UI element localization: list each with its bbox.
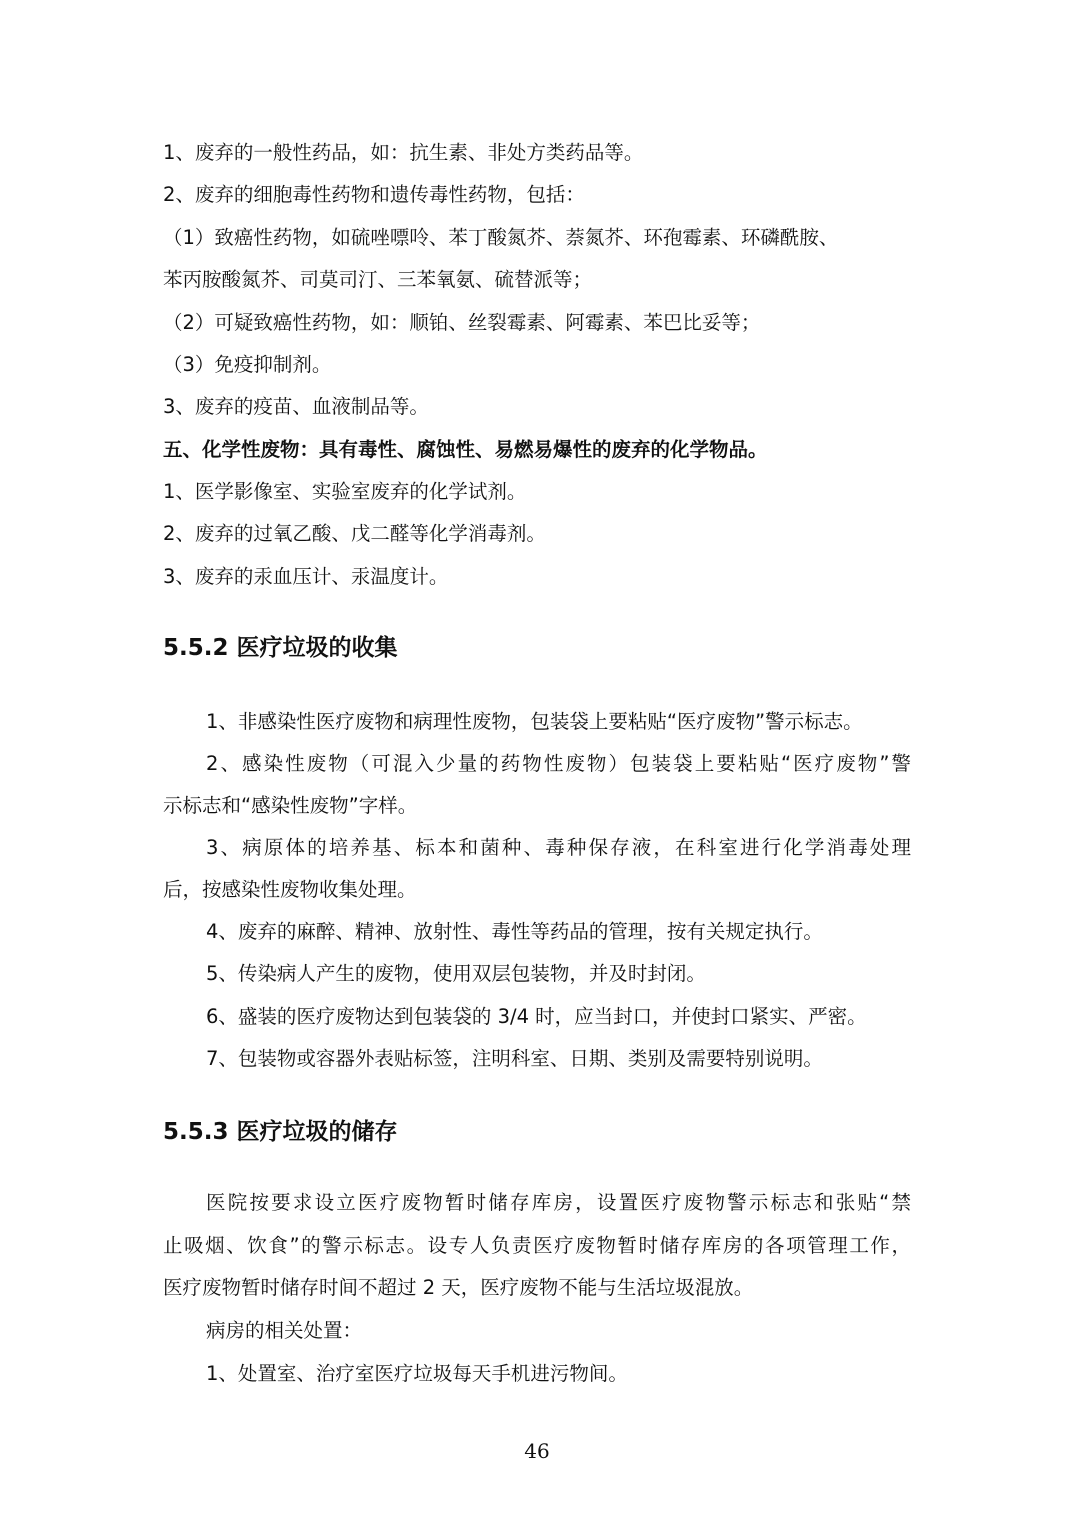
list-item: 1、医学影像室、实验室废弃的化学试剂。 (163, 480, 527, 503)
paragraph-line: 5、传染病人产生的废物，使用双层包装物，并及时封闭。 (206, 962, 706, 985)
list-item: 1、废弃的一般性药品，如：抗生素、非处方类药品等。 (163, 141, 644, 164)
list-item: 3、废弃的汞血压计、汞温度计。 (163, 565, 449, 588)
list-item: （1）致癌性药物，如硫唑嘌呤、苯丁酸氮芥、萘氮芥、环孢霉素、环磷酰胺、 (163, 226, 839, 249)
list-item: 3、废弃的疫苗、血液制品等。 (163, 395, 429, 418)
list-item: 苯丙胺酸氮芥、司莫司汀、三苯氧氨、硫替派等； (163, 268, 593, 291)
list-item: （2）可疑致癌性药物，如：顺铂、丝裂霉素、阿霉素、苯巴比妥等； (163, 311, 761, 334)
paragraph-line: 后，按感染性废物收集处理。 (163, 878, 417, 901)
paragraph-line: 4、废弃的麻醉、精神、放射性、毒性等药品的管理，按有关规定执行。 (206, 920, 823, 943)
paragraph-line: 医院按要求设立医疗废物暂时储存库房，设置医疗废物警示标志和张贴“禁 (206, 1191, 911, 1214)
paragraph-line: 1、处置室、治疗室医疗垃圾每天手机进污物间。 (206, 1362, 628, 1385)
list-item: （3）免疫抑制剂。 (163, 353, 332, 376)
paragraph-line: 示标志和“感染性废物”字样。 (163, 794, 418, 817)
paragraph-line: 3、病原体的培养基、标本和菌种、毒种保存液，在科室进行化学消毒处理 (206, 836, 911, 859)
paragraph-line: 病房的相关处置： (206, 1319, 363, 1342)
paragraph-line: 医疗废物暂时储存时间不超过 2 天，医疗废物不能与生活垃圾混放。 (163, 1276, 754, 1299)
chemical-waste-title: 五、化学性废物：具有毒性、腐蚀性、易燃易爆性的废弃的化学物品。 (163, 438, 768, 461)
paragraph-line: 7、包装物或容器外表贴标签，注明科室、日期、类别及需要特别说明。 (206, 1047, 823, 1070)
paragraph-line: 止吸烟、饮食”的警示标志。设专人负责医疗废物暂时储存库房的各项管理工作， (163, 1234, 911, 1257)
list-item: 2、废弃的过氧乙酸、戊二醛等化学消毒剂。 (163, 522, 546, 545)
paragraph-line: 6、盛装的医疗废物达到包装袋的 3/4 时，应当封口，并使封口紧实、严密。 (206, 1005, 867, 1028)
section-heading-storage: 5.5.3 医疗垃圾的储存 (163, 1119, 398, 1145)
list-item: 2、废弃的细胞毒性药物和遗传毒性药物，包括： (163, 183, 585, 206)
paragraph-line: 2、感染性废物（可混入少量的药物性废物）包装袋上要粘贴“医疗废物”警 (206, 752, 911, 775)
paragraph-line: 1、非感染性医疗废物和病理性废物，包装袋上要粘贴“医疗废物”警示标志。 (206, 710, 863, 733)
section-heading-collection: 5.5.2 医疗垃圾的收集 (163, 635, 398, 661)
page-number: 46 (524, 1439, 550, 1463)
